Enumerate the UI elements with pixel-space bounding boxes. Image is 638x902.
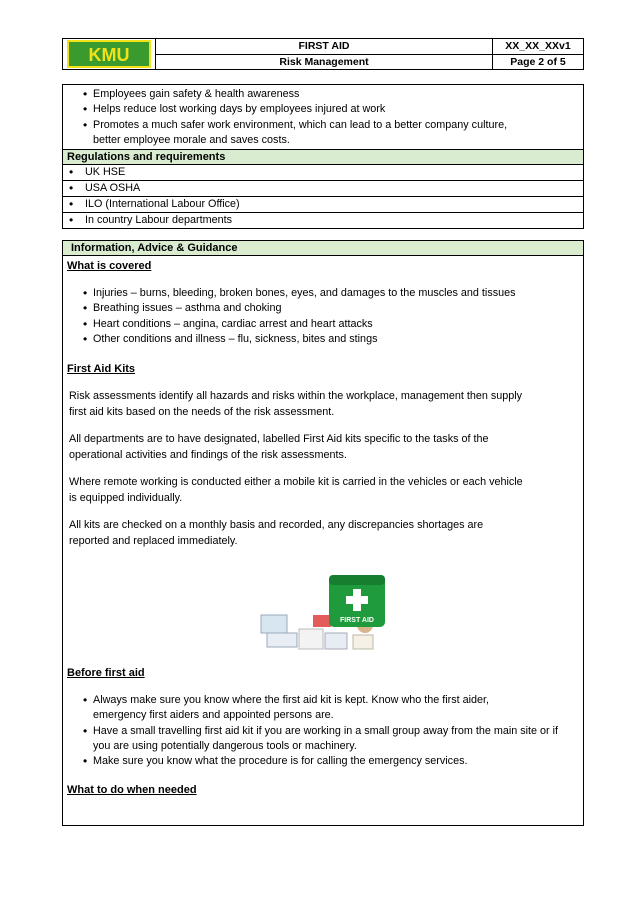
first-aid-kit-image — [253, 571, 393, 655]
benefits-list — [63, 85, 583, 149]
doc-code: XX_XX_XXv1 — [493, 39, 584, 55]
regulations-list — [63, 165, 583, 228]
document-header — [62, 38, 584, 70]
kit-label: FIRST AID — [340, 617, 374, 625]
kits-paragraph: All kits are checked on a monthly basis and recorded, any discrepancies shortages are reported and replaced immediately. — [69, 519, 484, 548]
kits-paragraph: All departments are to have designated, labelled First Aid kits specific to the tasks of the operational activities and findings of the risk assessments. — [69, 433, 489, 462]
logo-text: KMU — [88, 45, 130, 65]
list-item: • Breathing issues – asthma and choking — [63, 301, 583, 316]
list-item: • Heart conditions – angina, cardiac arrest and heart attacks — [63, 317, 583, 332]
benefits-regulations-box — [62, 84, 584, 229]
kits-paragraph: Where remote working is conducted either a mobile kit is carried in the vehicles or each vehicle is equipped individually. — [69, 476, 523, 505]
list-item: • Make sure you know what the procedure is for calling the emergency services. — [63, 754, 583, 769]
list-item: • Helps reduce lost working days by employees injured at work — [63, 102, 583, 117]
list-item: • Always make sure you know where the first aid kit is kept. Know who the first aider, emergency first aiders and appointed persons are. — [63, 693, 583, 724]
list-item: • Promotes a much safer work environment, which can lead to a better company culture, better employee morale and saves costs. — [63, 118, 583, 149]
kits-paragraph: Risk assessments identify all hazards and risks within the workplace, management then supply first aid kits based on the needs of the risk assessment. — [69, 390, 523, 419]
info-box — [62, 240, 584, 826]
first-aid-kits-heading: First Aid Kits — [67, 363, 136, 376]
what-covered-heading: What is covered — [67, 260, 152, 272]
list-item: • UK HSE — [63, 165, 583, 181]
what-to-do-heading: What to do when needed — [67, 783, 197, 796]
list-item: • Employees gain safety & health awareness — [63, 87, 583, 102]
regulations-heading: Regulations and requirements — [63, 149, 583, 165]
what-covered-list — [63, 286, 583, 347]
page-number: Page 2 of 5 — [493, 54, 584, 70]
company-logo — [67, 40, 151, 68]
list-item: • USA OSHA — [63, 181, 583, 197]
list-item: • ILO (International Labour Office) — [63, 197, 583, 213]
list-item: • Injuries – burns, bleeding, broken bones, eyes, and damages to the muscles and tissues — [63, 286, 583, 301]
doc-subtitle: Risk Management — [156, 54, 493, 70]
list-item: • Other conditions and illness – flu, sickness, bites and stings — [63, 332, 583, 347]
list-item: • Have a small travelling first aid kit if you are working in a small group away from the main site or if you are using potentially dangerous tools or machinery. — [63, 724, 583, 755]
doc-title: FIRST AID — [156, 39, 493, 55]
info-heading: Information, Advice & Guidance — [63, 241, 583, 256]
logo-cell — [63, 39, 156, 70]
before-first-aid-heading: Before first aid — [67, 667, 145, 680]
before-first-aid-list — [63, 693, 583, 769]
list-item: • In country Labour departments — [63, 213, 583, 228]
